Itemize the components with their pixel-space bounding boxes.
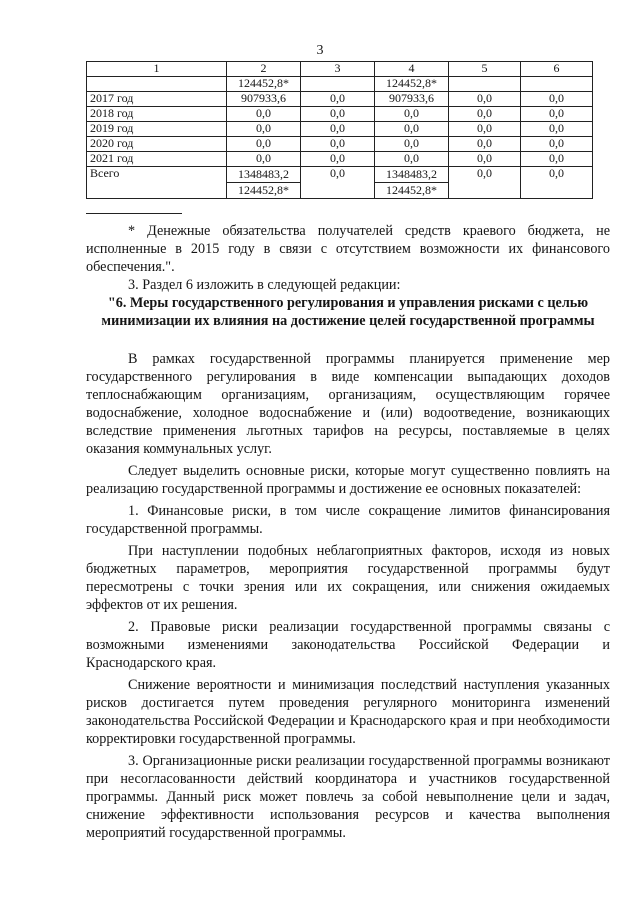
row-label	[87, 77, 227, 92]
table-header-cell: 2	[227, 62, 301, 77]
footnote-divider	[86, 213, 182, 214]
cell-col5: 0,0	[449, 167, 521, 199]
paragraph: 1. Финансовые риски, в том числе сокращение лимитов финансирования государственной программы.	[86, 503, 610, 537]
cell-col6	[521, 77, 593, 92]
paragraph: 2. Правовые риски реализации государственной программы связаны с возможными изменениями законодательства Российской Федерации и Краснодарского края.	[86, 619, 610, 671]
page-number: 3	[316, 43, 324, 58]
table-header-cell: 6	[521, 62, 593, 77]
cell-col2: 0,0	[227, 122, 301, 137]
table-row	[87, 107, 593, 122]
table-header-cell: 5	[449, 62, 521, 77]
cell-col4: 907933,6	[375, 92, 449, 107]
cell-col6: 0,0	[521, 152, 593, 167]
budget-table	[86, 61, 593, 199]
cell-col3: 0,0	[301, 152, 375, 167]
cell-col5: 0,0	[449, 152, 521, 167]
cell-col2-amount: 1348483,2	[227, 167, 300, 183]
paragraph: Следует выделить основные риски, которые могут существенно повлиять на реализацию государственной программы и достижение ее основных показателей:	[86, 463, 610, 497]
table-row	[87, 77, 593, 92]
document-body	[86, 222, 610, 842]
table-row	[87, 137, 593, 152]
cell-col6: 0,0	[521, 137, 593, 152]
cell-col2: 0,0	[227, 137, 301, 152]
table-header-row	[87, 62, 593, 77]
row-label: 2019 год	[87, 122, 227, 137]
table-row	[87, 152, 593, 167]
cell-col4: 0,0	[375, 107, 449, 122]
row-label: 2020 год	[87, 137, 227, 152]
footnote-text: * Денежные обязательства получателей средств краевого бюджета, не исполненные в 2015 году в связи с отсутствием возможности их финансового обеспечения.".	[86, 223, 610, 275]
cell-col3: 0,0	[301, 107, 375, 122]
table-header-cell: 3	[301, 62, 375, 77]
cell-col4	[375, 167, 449, 199]
cell-col4: 0,0	[375, 122, 449, 137]
table-row	[87, 122, 593, 137]
cell-col5: 0,0	[449, 107, 521, 122]
cell-col5: 0,0	[449, 92, 521, 107]
cell-col4: 0,0	[375, 152, 449, 167]
paragraph: 3. Организационные риски реализации государственной программы возникают при несогласованности действий координатора и участников государственной программы. Данный риск может повлечь за собой невыполнение цели и задач, снижение эффективности использования ресурсов и качества выполнения мероприятий государственной программы.	[86, 753, 610, 841]
cell-col2: 0,0	[227, 152, 301, 167]
cell-col6: 0,0	[521, 122, 593, 137]
table-row	[87, 92, 593, 107]
cell-col6: 0,0	[521, 167, 593, 199]
amendment-instruction: 3. Раздел 6 изложить в следующей редакции:	[128, 277, 401, 293]
cell-col5	[449, 77, 521, 92]
row-label: 2017 год	[87, 92, 227, 107]
paragraph: Снижение вероятности и минимизация последствий наступления указанных рисков достигается путем проведения регулярного мониторинга изменений законодательства Российской Федерации и Краснодарского края и при необходимости корректировки государственной программы.	[86, 677, 610, 747]
row-label: 2021 год	[87, 152, 227, 167]
cell-col2-footnoted: 124452,8*	[238, 183, 289, 197]
row-label: 2018 год	[87, 107, 227, 122]
paragraph: В рамках государственной программы планируется применение мер государственного регулирования в виде компенсации выпадающих доходов теплоснабжающим организациям, организациям, осуществляющим горячее водоснабжение, холодное водоснабжение и (или) водоотведение, возникающих вследствие применения льготных тарифов на ресурсы, поставляемые в целях оказания коммунальных услуг.	[86, 351, 610, 457]
cell-col5: 0,0	[449, 137, 521, 152]
cell-col5: 0,0	[449, 122, 521, 137]
cell-col2	[227, 167, 301, 199]
cell-col4: 0,0	[375, 137, 449, 152]
row-label: Всего	[87, 167, 227, 199]
cell-col2: 124452,8*	[227, 77, 301, 92]
cell-col6: 0,0	[521, 107, 593, 122]
table-total-row	[87, 167, 593, 199]
cell-col4-amount: 1348483,2	[375, 167, 448, 183]
cell-col3	[301, 77, 375, 92]
cell-col6: 0,0	[521, 92, 593, 107]
paragraph: При наступлении подобных неблагоприятных факторов, исходя из новых бюджетных параметров, мероприятия государственной программы будут пересмотрены с точки зрения или их сокращения, или снижения ожидаемых эффектов от их решения.	[86, 543, 610, 613]
table-header-cell: 1	[87, 62, 227, 77]
cell-col3: 0,0	[301, 167, 375, 199]
cell-col4: 124452,8*	[375, 77, 449, 92]
cell-col3: 0,0	[301, 137, 375, 152]
cell-col3: 0,0	[301, 122, 375, 137]
cell-col2: 907933,6	[227, 92, 301, 107]
cell-col3: 0,0	[301, 92, 375, 107]
cell-col2: 0,0	[227, 107, 301, 122]
table-header-cell: 4	[375, 62, 449, 77]
section-title: "6. Меры государственного регулирования и управления рисками с целью минимизации их влияния на достижение целей государственной программы	[101, 295, 595, 329]
cell-col4-footnoted: 124452,8*	[386, 183, 437, 197]
